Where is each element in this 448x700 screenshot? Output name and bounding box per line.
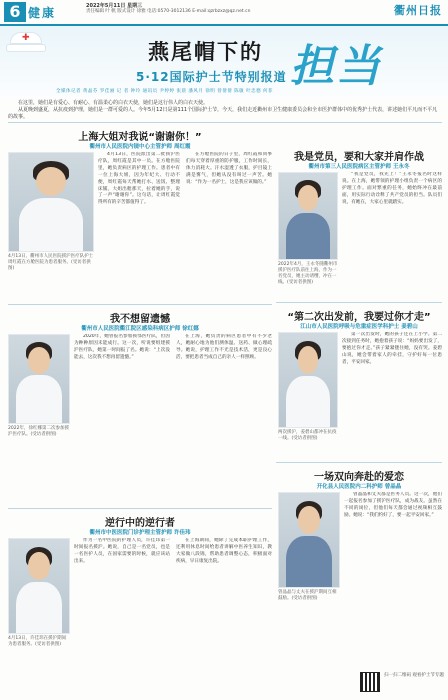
article-title: “第二次出发前，我要过你才走”	[287, 312, 431, 323]
article-byline: 衢州市人民医院内镜中心主管护师 周红霞	[89, 144, 191, 150]
article-title: 上海大姐对我说“谢谢你！”	[78, 132, 202, 143]
section-divider	[276, 462, 442, 463]
article-body: 2020年，她曾报名参加援鄂医疗队，但因为种种原因未能成行。这一次，听说要组建援沪医疗队，她第一时间报了名。她说：“上次没能去，这次我不想再留遗憾。”	[74, 334, 170, 360]
issue-date: 2022年5月11日 星期三	[86, 3, 143, 9]
article-body: 在方舱医院的日子里，周红霞和同事们每天穿着厚重的防护服，工作时间长，体力消耗大。汗水湿透了衣服，护目镜上满是雾气，但她从没有叫过一声苦。她说：“作为一名护士，这是我应该做的。”	[186, 152, 272, 185]
header-meta	[86, 3, 326, 15]
section-divider	[8, 508, 272, 509]
article-title: 我是党员，要和大家并肩作战	[294, 152, 424, 163]
article-body: 在上海期间，她除了完成本职护理工作，还利用休息时间给患者讲解中医养生知识，教大家做八段锦，帮助患者调整心态，积极面对疾病，早日康复出院。	[176, 538, 272, 564]
article-body: 曾晶晶和丈夫都是医务人员。这一次，他们一起报名参加了援沪医疗队，成为战友。虽然在不同的岗位，但他们每天都会通过视频相互鼓励。她说：“我们约好了，要一起平安回家。”	[344, 492, 442, 518]
article-byline: 衢州市中医医院门诊护理主管护师 许佳玮	[89, 530, 191, 536]
couple-photo	[278, 492, 340, 588]
intro-paragraph: 从夏晚到盛夏，从抗疫到护理，她们是一群可爱的人。今年5月12日是第111个国际护士节，今天，我们走近衢州市卫生健康委员会和全市医护群体中的优秀护士代表，讲述她们平凡而不平凡的故事。	[8, 107, 438, 121]
article-body: “我是党员，我先上！”王永冬报名时这样说。在上海，她带领的护理小组负责一个病区的护理工作。面对繁重的任务，她始终冲在最前面，用实际行动诠释了共产党员的担当。队员们说，有她在，大家心里就踏实。	[342, 172, 442, 205]
article-title: 一场双向奔赴的爱恋	[314, 472, 404, 483]
nurse-cap-icon: ✚	[6, 32, 46, 54]
masthead-logo: 衢州日报	[394, 4, 442, 17]
article-body: 在上海，她负责的病区患者中有不少老人，她耐心地为他们测体温、送药、做心理疏导。她说，护理工作不光是技术活，更是良心活，要把患者当成自己的亲人一样照顾。	[176, 334, 272, 360]
photo-caption: 曾晶晶与丈夫在援沪期间互相鼓励。(受访者供图)	[278, 590, 337, 601]
article-title: 我不想留遗憾	[110, 314, 170, 325]
nurse-photo	[8, 152, 94, 252]
article-body: 第一次出发时，她的孩子还在上小学。第二次接到任务时，她抱着孩子说：“妈妈要出发了，要抱过你才走。”孩子紧紧搂住她，没有哭。姜碧山说，她会带着家人的牵挂，守护好每一位患者，平安回家。	[342, 332, 442, 365]
photo-caption: 2022年，徐红娜第二次参加援沪医疗队。(受访者供图)	[8, 426, 69, 437]
article-byline: 衢州市第三人民医院病区主管护师 王永冬	[308, 164, 410, 170]
editor-info: 责任编辑 叶 帆 版式设计 徐雅 电话:0570-3012136 E-mail:qzrbzxz@qz.net.cn	[86, 9, 251, 14]
page-header	[0, 0, 448, 26]
section-divider	[8, 304, 272, 305]
section-divider	[276, 302, 442, 303]
section-name: 健康	[28, 6, 57, 20]
article-body: 4月13日，医院派出第二批援沪医疗队，周红霞是其中一员。在方舱医院里，她负责病区的护理工作。患者中有一位上海大姐，因为年纪大、行动不便，周红霞每天帮她打水、送饭、整理床铺。大姐出舱那天，拉着她的手，说了一声“谢谢你”。这句话，让周红霞觉得所有的辛苦都值得了。	[98, 152, 180, 206]
banner-title: 燕尾帽下的	[148, 40, 263, 64]
qr-caption: 扫一扫二维码 观看护士节专题	[384, 673, 444, 678]
feature-banner	[0, 26, 448, 98]
section-divider	[8, 122, 442, 123]
page-number: 6	[4, 2, 26, 22]
nurse-photo	[278, 332, 338, 428]
nurse-photo	[8, 538, 70, 634]
intro-text	[8, 100, 442, 122]
article-body: 作为一名中医院的护理人员，许佳玮第一时间报名援沪。她说，自己是一名党员，也是一名医护人员，在国家需要的时候，就应该站出来。	[74, 538, 170, 564]
intro-paragraph: 在这里，她们是有爱心、有耐心、有温柔心的白衣天使，她们是这行伟人的白衣天使。	[18, 100, 209, 106]
banner-calligraphy: 担当	[290, 41, 382, 92]
photo-caption: 两次援沪，姜碧山都冲在抗疫一线。(受访者供图)	[278, 430, 337, 441]
qr-code-icon[interactable]	[360, 672, 380, 692]
nurse-photo	[278, 172, 338, 260]
article-byline: 衢州市人民医院衢江院区感染科病区护师 徐红娜	[81, 326, 199, 332]
article-byline: 开化县人民医院内二科护师 曾晶晶	[316, 484, 402, 490]
photo-caption: 4月13日，许佳玮在援沪期间为患者服务。(受访者供图)	[8, 636, 67, 647]
banner-subtitle: 5·12国际护士节特别报道	[136, 70, 287, 84]
nurse-photo	[8, 334, 70, 424]
photo-caption: 4月13日，衢州市人民医院援沪医疗队护士周红霞在方舱医院为患者服务。(受访者供图)	[8, 254, 94, 271]
banner-credits: 全媒体记者 黄晶芬 罗佳丽 记 者 钟玲 通讯员 尹婷婷 张晨 潘风月 徐明 曾倩倩 陈敏 叶忠德 何菲	[56, 89, 274, 94]
article-title: 逆行中的逆行者	[105, 518, 175, 529]
photo-caption: 2022年4月，王永冬随衢州市援沪医疗队前往上海，作为一名党员，她主动请缨，冲在一线。(受访者供图)	[278, 262, 338, 285]
article-byline: 江山市人民医院呼吸与危重症医学科护士 姜碧山	[300, 324, 418, 330]
